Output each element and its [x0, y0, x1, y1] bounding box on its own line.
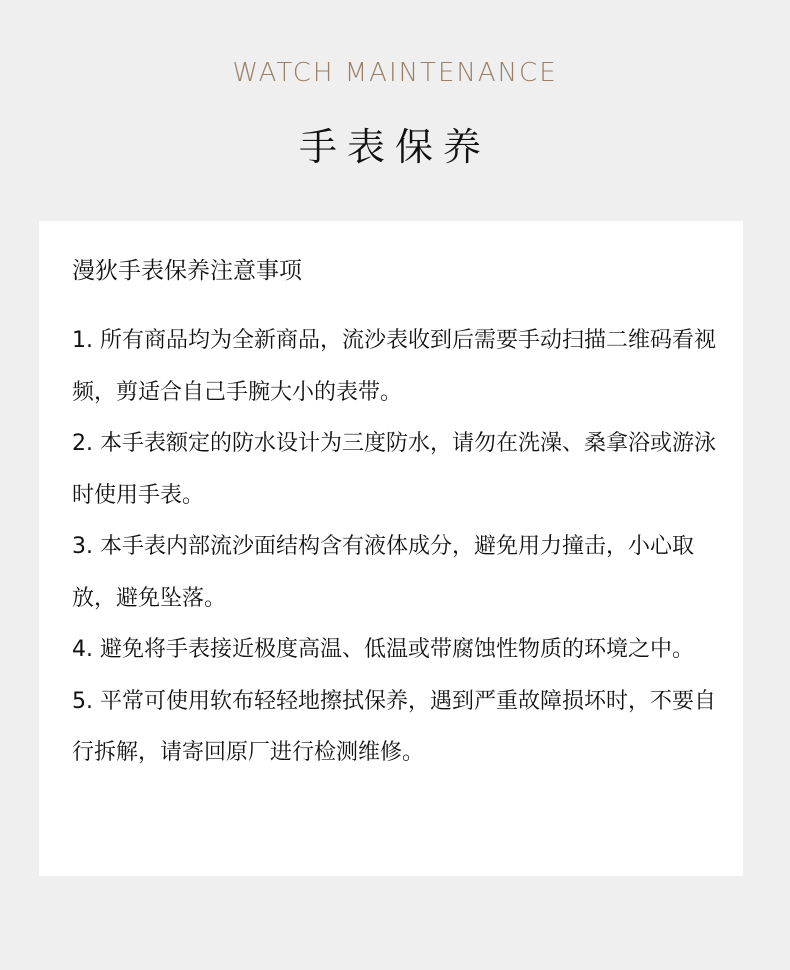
note-item-5: 5. 平常可使用软布轻轻地擦拭保养，遇到严重故障损坏时，不要自行拆解，请寄回原厂进行检测维修。 [72, 688, 716, 765]
note-item-1: 1. 所有商品均为全新商品，流沙表收到后需要手动扫描二维码看视频，剪适合自己手腕大小的表带。 [72, 328, 716, 405]
maintenance-notes-card [39, 221, 743, 876]
note-item-4: 4. 避免将手表接近极度高温、低温或带腐蚀性物质的环境之中。 [72, 637, 694, 662]
note-item-3: 3. 本手表内部流沙面结构含有液体成分，避免用力撞击，小心取放，避免坠落。 [72, 534, 694, 611]
page-title: 手表保养 [298, 125, 491, 169]
card-heading: 漫狄手表保养注意事项 [72, 258, 302, 284]
page-header [0, 0, 790, 220]
note-item-2: 2. 本手表额定的防水设计为三度防水，请勿在洗澡、桑拿浴或游泳时使用手表。 [72, 431, 716, 508]
notes-list [72, 315, 720, 779]
english-subtitle: WATCH MAINTENANCE [232, 58, 558, 88]
